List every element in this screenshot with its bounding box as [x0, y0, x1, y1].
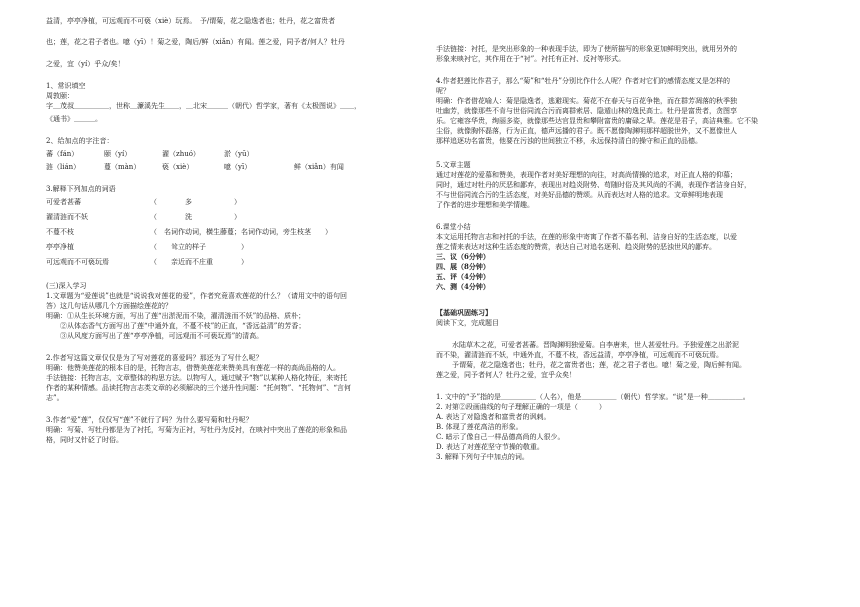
q1-line: 明确：①从生长环境方面，写出了莲“出淤泥而不染，濯清涟而不妖”的品格、质朴；	[46, 312, 306, 320]
method-line: 手法链接：衬托，是突出形象的一种表现手法，即为了使所描写的形象更加鲜明突出，就用另外的	[436, 45, 737, 53]
q2-line: 明确：他赞美莲花的根本目的是，托物言志，借赞美莲花来赞美具有莲花一样的高尚品格的人。	[46, 364, 340, 372]
author-info-line: 字＿茂叔＿＿＿＿＿，世称＿濂溪先生＿＿，＿北宋＿＿＿（朝代）哲学家，著有《太极图说》＿＿，	[46, 102, 361, 110]
q4-line: 尘俗，就像胸怀磊落，行为正直，德声远播的君子。既不愿像陶渊明那样超脱世外，又不愿像世人	[436, 127, 737, 135]
pinyin-item: 淤（yū）	[224, 150, 254, 158]
author-name-label: 周敦颐：	[46, 92, 74, 100]
q2-line: 作者的某种情感。品读托物言志类文章的必须解决的三个递升性问题：“托何物”、“托物何”、“言何	[46, 384, 351, 392]
vocab-row	[46, 257, 424, 267]
vocab-meaning: （ 多 ）	[150, 198, 241, 206]
q1-line: ③从风度方面写出了莲“亭亭净植，可远观而不可亵玩焉”的清高。	[46, 332, 264, 340]
q4-line: 呢？	[436, 87, 450, 95]
pinyin-item: 亵（xiè）	[162, 163, 194, 171]
left-column	[46, 0, 424, 445]
vocab-row	[46, 242, 424, 252]
passage-line: 也；莲，花之君子者也。噫（yī）！菊之爱，陶后/鲜（xiǎn）有闻。莲之爱，同予者/何人？牡丹	[46, 38, 345, 46]
q4-line: 乐。它雍容华贵，绚丽多姿，就像那些达官显贵和攀附富贵的庸碌之辈。莲花是君子，高洁典雅。它不染	[436, 117, 758, 125]
step-item: 六、测（4分钟）	[436, 282, 490, 291]
pinyin-item: 涟（lián）	[46, 163, 81, 171]
section-title-pinyin: 2、给加点的字注音：	[46, 137, 114, 145]
pinyin-row	[46, 162, 424, 172]
vocab-row	[46, 212, 424, 222]
q2-line: 志”。	[46, 394, 64, 402]
vocab-term: 濯清涟而不妖	[46, 213, 88, 221]
section-title-deep-study: (三)深入学习	[46, 282, 87, 290]
pinyin-item: 蕃（fán）	[46, 150, 79, 158]
passage-line: 莲之爱，同予者何人？牡丹之爱，宜乎众矣！	[436, 371, 576, 379]
practice-intro: 阅读下文，完成题目	[436, 319, 499, 327]
vocab-meaning: （ 耸立的样子 ）	[150, 243, 248, 251]
q1-line: 答）这几句话从哪几个方面描绘莲花的？	[46, 302, 172, 310]
vocab-term: 亭亭净植	[46, 243, 74, 251]
pinyin-item: 蔓（màn）	[104, 163, 141, 171]
passage-line: 之爱，宜（yí）乎众/矣！	[46, 60, 125, 68]
q1-line: 1.文章题为“爱莲说”也就是“说说我对莲花的爱”，作者究竟喜欢莲花的什么？（请用文中的语句回	[46, 292, 347, 300]
vocab-term: 可远观而不可亵玩焉	[46, 258, 109, 266]
q4-line: 4.作者把莲比作君子，那么“菊”和“牡丹”分别比作什么人呢？作者对它们的感情态度又是怎样的	[436, 77, 730, 85]
option-b: B. 体现了莲花高洁的形象。	[436, 423, 523, 431]
q4-line: 明确：作者借花喻人：菊是隐逸者，逃避现实。菊花不在春天与百花争艳，而在群芳凋落的秋季独	[436, 97, 737, 105]
option-d: D. 表达了对莲花坚守节操的敬重。	[436, 443, 544, 451]
summary-line: 本文运用托物言志和衬托的手法，在莲的形象中寄寓了作者不慕名利、洁身自好的生活态度，以爱	[436, 233, 737, 241]
q4-line: 吐幽芳，就像那些不肯与世俗同流合污而离群索居、隐遁山林的逸民高士。牡丹是富贵者，贪图享	[436, 107, 737, 115]
section-title-vocab: 3.解释下列加点的词语	[46, 185, 116, 193]
question-line: 3. 解释下列句子中加点的词。	[436, 453, 529, 461]
question-line: 1. 文中的“予”指的是＿＿＿＿＿（人名），他是＿＿＿＿＿（朝代）哲学家。“说”是一种＿＿＿＿＿。	[436, 393, 750, 401]
vocab-row	[46, 227, 424, 237]
passage-line: 益清，亭亭净植，可远观而不可亵（xiè）玩焉。 予/谓菊，花之隐逸者也；牡丹，花之富贵者	[46, 17, 336, 25]
right-column	[436, 0, 816, 462]
step-item: 五、评（4分钟）	[436, 272, 490, 281]
section-title-theme: 5.文章主题	[436, 161, 471, 169]
q2-line: 2.作者写这篇文章仅仅是为了写对莲花的喜爱吗？那还为了写什么呢？	[46, 354, 263, 362]
author-works-line: 《通书》＿＿＿。	[46, 115, 102, 123]
step-item: 三、议（6分钟）	[436, 252, 490, 261]
summary-line: 莲之情来表达对这种生活态度的赞赏，表达自己对追名逐利、趋炎附势的恶浊世风的鄙弃。	[436, 243, 716, 251]
practice-title: 【基础巩固练习】	[436, 308, 492, 317]
vocab-term: 可爱者甚蕃	[46, 198, 81, 206]
pinyin-row	[46, 149, 424, 159]
theme-line: 同时，通过对牡丹的厌恶和鄙弃，表现出对趋炎附势、苟随时俗及其风尚的不满，表现作者洁身自好，	[436, 181, 751, 189]
vocab-term: 不蔓不枝	[46, 228, 74, 236]
q3-line: 3.作者“爱”莲”，仅仅写“莲”不就行了吗？为什么要写菊和牡丹呢？	[46, 416, 253, 424]
q3-line: 明确：写菊、写牡丹都是为了衬托，写菊为正衬，写牡丹为反衬，在映衬中突出了莲花的形象和品	[46, 426, 347, 434]
theme-line: 不与世俗同流合污的生活态度，对美好品德的赞颂。从而表达对人格的追求。文章鲜明地表现	[436, 191, 723, 199]
section-title-summary: 6.课堂小结	[436, 223, 471, 231]
pinyin-item: 颐（yí）	[104, 150, 132, 158]
pinyin-item: 鲜（xiǎn）有闻	[294, 163, 344, 171]
option-a: A. 表达了对隐逸者和富贵者的讽刺。	[436, 413, 551, 421]
theme-line: 了作者的进步理想和美学情趣。	[436, 201, 534, 209]
q2-line: 手法链接：托物言志，文章整体的构思方法。以物写人，通过赋予“物”以某种人格化特征，来寄托	[46, 374, 348, 382]
question-line: 2. 对第②段画曲线的句子理解正确的一项是（ ）	[436, 403, 606, 411]
passage-line: 水陆草木之花，可爱者甚蕃。晋陶渊明独爱菊。自李唐来，世人甚爱牡丹。予独爱莲之出淤泥	[452, 341, 739, 349]
vocab-row	[46, 197, 424, 207]
theme-line: 通过对莲花的爱慕和赞美，表现作者对美好理想的向往，对高尚情操的追求，对正直人格的仰慕；	[436, 171, 737, 179]
vocab-meaning: （ 洗 ）	[150, 213, 241, 221]
method-line: 形象来映衬它，其作用在于“衬”。衬托有正衬、反衬等形式。	[436, 55, 626, 63]
passage-line: 而不染，濯清涟而不妖，中通外直，不蔓不枝，香远益清，亭亭净植，可远观而不可亵玩焉。	[436, 351, 723, 359]
pinyin-item: 噫（yī）	[224, 163, 252, 171]
vocab-meaning: （ 亲近而不庄重 ）	[150, 258, 248, 266]
option-c: C. 暗示了像自己一样品德高尚的人很少。	[436, 433, 565, 441]
step-item: 四、展（8分钟）	[436, 262, 490, 271]
pinyin-item: 濯（zhuó）	[162, 150, 200, 158]
vocab-meaning: （ 名词作动词，横生藤蔓；名词作动词，旁生枝茎 ）	[150, 228, 332, 236]
q3-line: 格，同时又针砭了时俗。	[46, 436, 123, 444]
section-title-common-knowledge: 1、常识填空	[46, 82, 86, 90]
q1-line: ②从体态香气方面写出了莲“中通外直，不蔓不枝”的正直，“香远益清”的芳香；	[46, 322, 306, 330]
passage-line: 予谓菊，花之隐逸者也；牡丹，花之富贵者也；莲，花之君子者也。噫！菊之爱，陶后鲜有闻。	[452, 361, 746, 369]
q4-line: 那样追逐功名富贵，他要在污浊的世间独立不移，永远保持清白的操守和正直的品德。	[436, 137, 702, 145]
